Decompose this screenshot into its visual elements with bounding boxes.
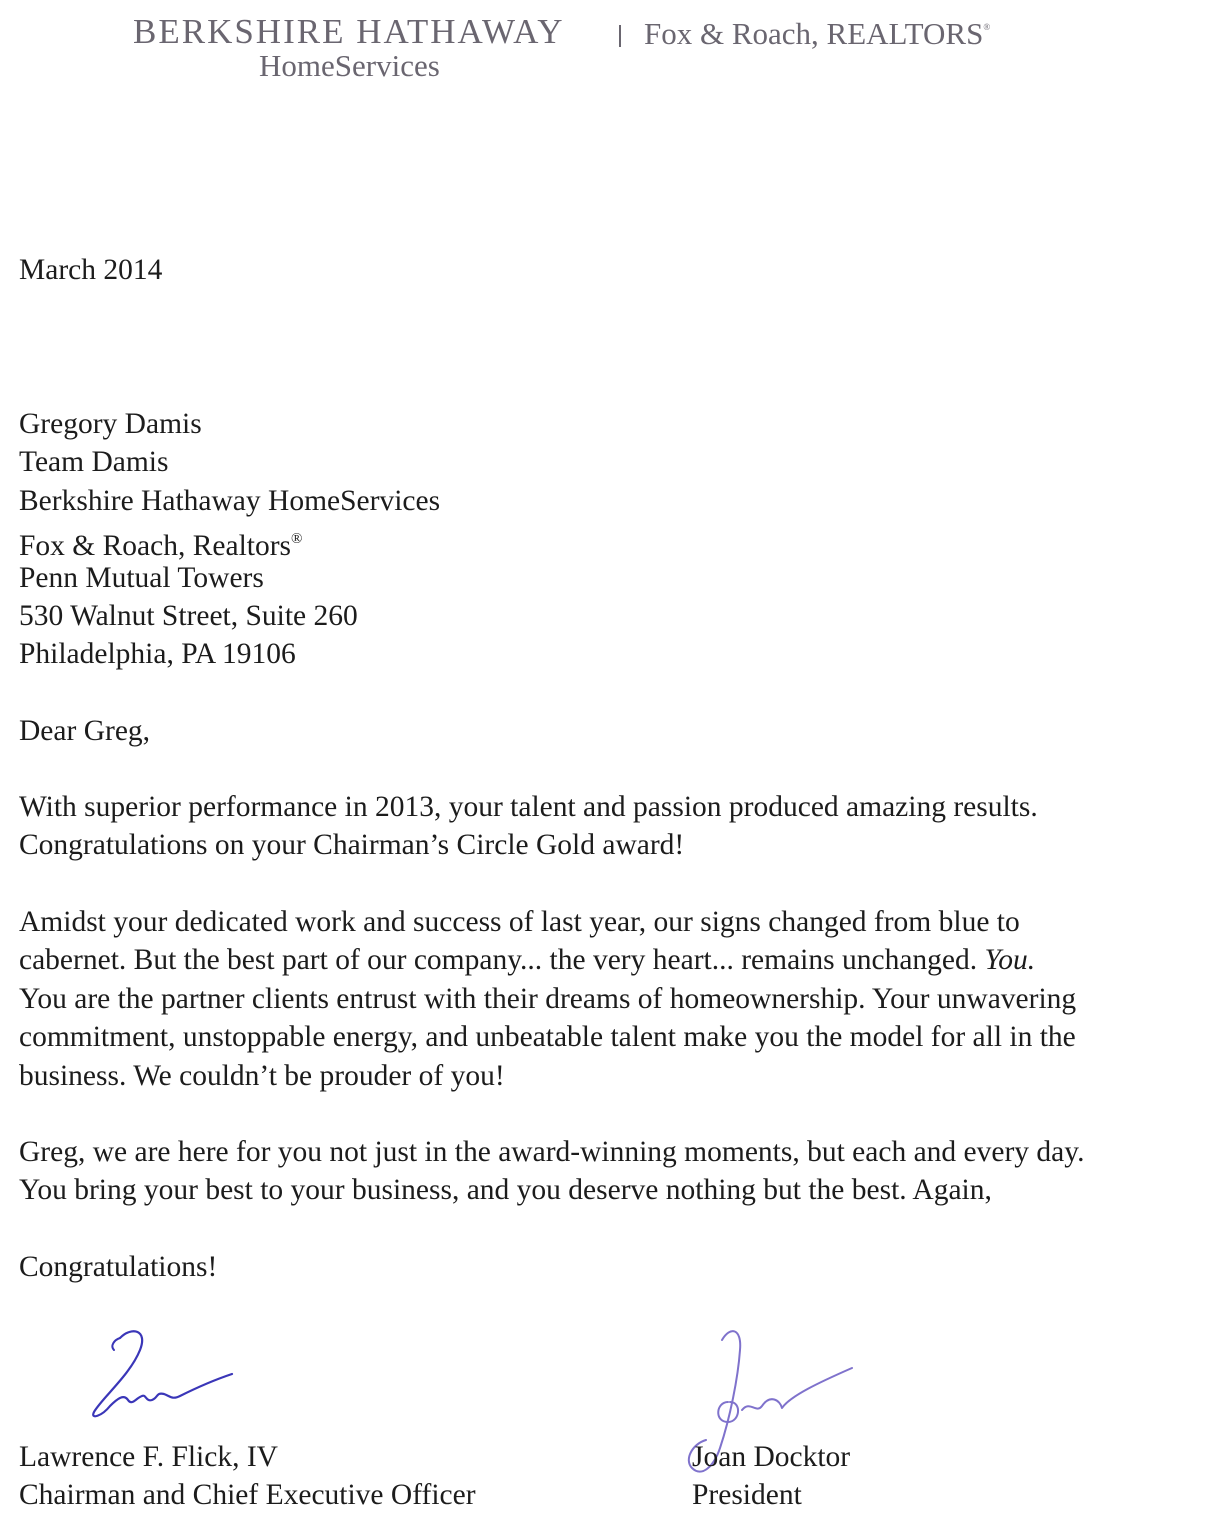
closing: Congratulations! <box>19 1251 218 1283</box>
paragraph-line: You bring your best to your business, and you deserve nothing but the best. Again, <box>19 1174 992 1207</box>
registered-mark: ® <box>983 22 991 32</box>
paragraph-3 <box>19 1133 1084 1210</box>
recipient-name: Gregory Damis <box>19 408 202 440</box>
registered-mark: ® <box>291 531 303 548</box>
signature-stroke <box>742 1368 852 1410</box>
paragraph-line: business. We couldn’t be prouder of you! <box>19 1059 505 1092</box>
paragraph-line: commitment, unstoppable energy, and unbeatable talent make you the model for all in the <box>19 1021 1076 1054</box>
signer-title: Chairman and Chief Executive Officer <box>19 1479 476 1512</box>
letterhead-firm <box>644 16 990 52</box>
recipient-company: Berkshire Hathaway HomeServices <box>19 484 441 517</box>
signature-stroke <box>112 1338 120 1350</box>
paragraph-line: Greg, we are here for you not just in the award-winning moments, but each and every day. <box>19 1136 1085 1168</box>
letterhead-separator <box>619 25 621 47</box>
signer-title: President <box>692 1479 802 1512</box>
paragraph-1 <box>19 788 1038 865</box>
emphasis-you: You. <box>984 944 1036 977</box>
paragraph-text: cabernet. But the best part of our company... the very heart... remains unchanged. <box>19 944 985 977</box>
recipient-team: Team Damis <box>19 446 169 479</box>
letterhead-brand: BERKSHIRE HATHAWAY <box>133 12 565 51</box>
signer-left <box>19 1438 476 1515</box>
salutation: Dear Greg, <box>19 715 151 747</box>
recipient-building: Penn Mutual Towers <box>19 561 264 594</box>
paragraph-2 <box>19 903 1076 1095</box>
recipient-firm-name: Fox & Roach, Realtors <box>19 530 292 563</box>
recipient-firm <box>19 520 440 563</box>
paragraph-line: Amidst your dedicated work and success of last year, our signs changed from blue to <box>19 906 1020 938</box>
recipient-address <box>19 405 440 674</box>
letterhead-firm-name: Fox & Roach, REALTORS <box>644 16 984 51</box>
recipient-street: 530 Walnut Street, Suite 260 <box>19 599 358 632</box>
letter-date: March 2014 <box>19 254 163 286</box>
paragraph-line: You are the partner clients entrust with their dreams of homeownership. Your unwavering <box>19 982 1077 1015</box>
signer-right <box>692 1438 850 1515</box>
paragraph-line <box>19 941 1076 979</box>
recipient-city: Philadelphia, PA 19106 <box>19 638 296 671</box>
signer-name: Joan Docktor <box>692 1441 851 1473</box>
signature-left-image <box>80 1320 250 1430</box>
signer-name: Lawrence F. Flick, IV <box>19 1441 278 1473</box>
paragraph-line: With superior performance in 2013, your talent and passion produced amazing results. <box>19 791 1038 823</box>
letterhead-subbrand: HomeServices <box>259 48 440 83</box>
signature-stroke <box>93 1331 232 1416</box>
paragraph-line: Congratulations on your Chairman’s Circle Gold award! <box>19 829 685 862</box>
